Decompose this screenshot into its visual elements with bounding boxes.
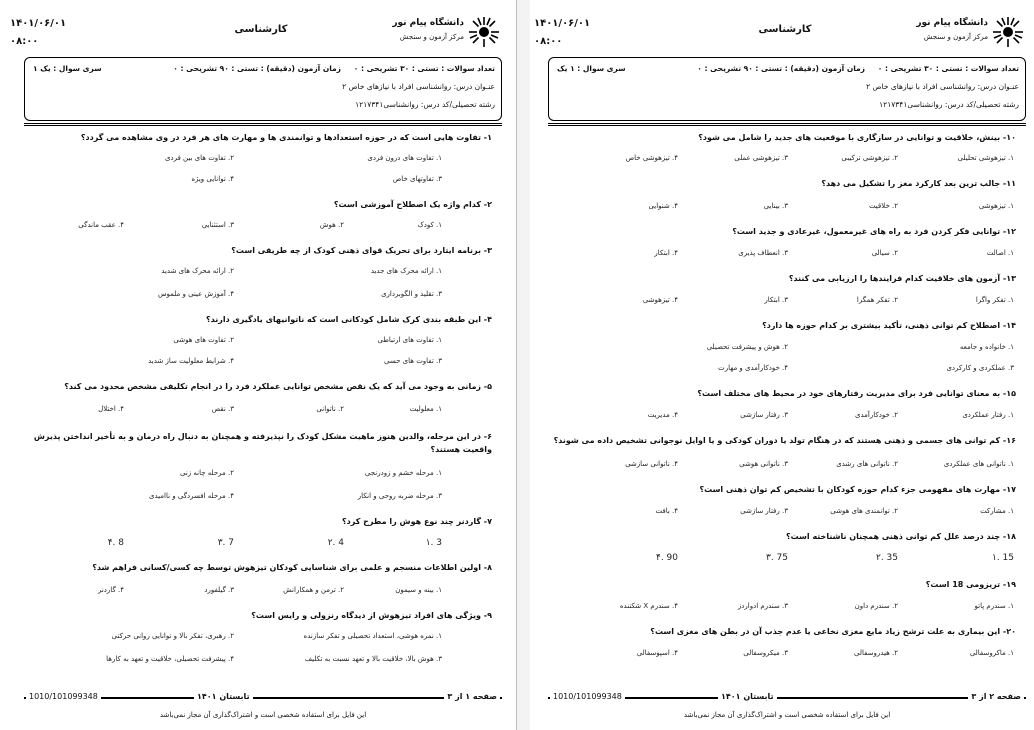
question-20-option-4[interactable]: ۴. اسپوسفالی: [636, 649, 678, 657]
question-5-option-3[interactable]: ۳. نقص: [211, 405, 234, 413]
question-17: ۱۷- مهارت های مفهومی جزء کدام حوزه کودکان با تشخیص کم توان ذهنی است؟: [699, 485, 1016, 494]
question-13-option-2[interactable]: ۲. تفکر همگرا: [856, 296, 898, 304]
page-number: صفحه ۱ از ۳: [444, 692, 500, 701]
question-19-option-2[interactable]: ۲. سندرم داون: [854, 602, 898, 610]
question-19-option-1[interactable]: ۱. سندرم پاتو: [974, 602, 1014, 610]
question-3-option-1[interactable]: ۱. ارائه محرک های جدید: [370, 267, 442, 275]
question-2: ۲- کدام واژه یک اصطلاح آموزشی است؟: [333, 200, 492, 209]
question-5-option-2[interactable]: ۲. ناتوانی: [316, 405, 344, 413]
question-20-option-1[interactable]: ۱. ماکروسفالی: [969, 649, 1014, 657]
question-5-option-1[interactable]: ۱. معلولیت: [409, 405, 442, 413]
question-20: ۲۰- این بیماری به علت ترشح زیاد مایع مغزی نخاعی یا عدم جذب آن در بطن های مغزی است؟: [650, 627, 1016, 636]
exam-duration: زمان آزمون (دقیقه) : تستی : ۹۰ تشریحی : ۰: [697, 64, 865, 73]
question-6-option-2[interactable]: ۲. مرحله چانه زنی: [180, 469, 234, 477]
exam-date: ۱۴۰۱/۰۶/۰۱: [534, 18, 591, 29]
question-1: ۱- تفاوت هایی است که در حوزه استعدادها و توانمندی ها و مهارت های هر فرد در وی مشاهده می گردد؟: [80, 133, 492, 142]
question-15: ۱۵- به معنای توانایی فرد برای مدیریت رفتارهای خود در محیط های مختلف است؟: [697, 389, 1016, 398]
question-5-option-4[interactable]: ۴. اختلال: [98, 405, 124, 413]
question-3-option-2[interactable]: ۲. ارائه محرک های شدید: [161, 267, 234, 275]
question-7-option-1[interactable]: 3 .۱: [425, 538, 442, 548]
question-11-option-4[interactable]: ۴. شنوایی: [648, 202, 678, 210]
question-11-option-1[interactable]: ۱. تیزهوشی: [978, 202, 1014, 210]
page-footer: [548, 692, 1026, 704]
question-14-option-1[interactable]: ۱. خانواده و جامعه: [959, 343, 1014, 351]
question-13: ۱۳- آزمون های خلاقیت کدام فرایندها را ارزیابی می کنند؟: [788, 274, 1016, 283]
question-9: ۹- ویژگی های افراد تیزهوش از دیدگاه رنزولی و رایس است؟: [251, 611, 492, 620]
question-20-option-2[interactable]: ۲. هیدروسفالی: [854, 649, 898, 657]
field-and-course-code: رشته تحصیلی/کد درس: روانشناسی۱۲۱۷۳۴۱: [879, 100, 1019, 109]
question-17-option-3[interactable]: ۳. رفتار سازشی: [740, 507, 788, 515]
question-8-option-3[interactable]: ۳. گیلفورد: [204, 586, 234, 594]
question-10: ۱۰- بینش، خلاقیت و توانایی در سازگاری با موقعیت های جدید را شامل می شود؟: [698, 133, 1016, 142]
question-15-option-4[interactable]: ۴. مدیریت: [647, 411, 678, 419]
question-7-option-4[interactable]: 8 .۴: [107, 538, 124, 548]
exam-time: ۰۸:۰۰: [10, 36, 39, 47]
question-19-option-3[interactable]: ۳. سندرم ادواردز: [737, 602, 788, 610]
testing-center-name: مرکز آزمون و سنجش: [399, 33, 464, 41]
university-logo: [352, 16, 500, 50]
question-6-option-3[interactable]: ۳. مرحله ضربه روحی و انکار: [357, 492, 442, 500]
page-header: [530, 14, 1028, 54]
question-3-option-3[interactable]: ۳. تقلید و الگوبرداری: [381, 290, 442, 298]
question-2-option-1[interactable]: ۱. کودک: [417, 221, 442, 229]
question-17-option-2[interactable]: ۲. توانمندی های هوشی: [830, 507, 898, 515]
copyright-notice: این فایل برای استفاده شخصی است و اشتراک‌گذاری آن مجاز نمی‌باشد: [683, 711, 891, 719]
question-7: ۷- گاردنر چند نوع هوش را مطرح کرد؟: [341, 517, 492, 526]
question-18-option-3[interactable]: 75 .۳: [765, 553, 788, 563]
question-6-option-4[interactable]: ۴. مرحله افسردگی و ناامیدی: [148, 492, 234, 500]
question-count: تعداد سوالات : تستی : ۳۰ تشریحی : ۰: [353, 64, 495, 73]
question-1-option-3[interactable]: ۳. تفاوتهای خاص: [392, 175, 442, 183]
question-12-option-4[interactable]: ۴. ابتکار: [654, 249, 678, 257]
question-3: ۳- برنامه ایتارد برای تحریک قوای ذهنی کودک از چه طریقی است؟: [231, 246, 492, 255]
question-16-option-1[interactable]: ۱. ناتوانی های عملکردی: [943, 460, 1014, 468]
exam-info-box: [24, 57, 502, 121]
exam-season: تابستان ۱۴۰۱: [194, 692, 253, 701]
university-name: دانشگاه پیام نور: [392, 18, 464, 28]
question-12-option-2[interactable]: ۲. سیالی: [871, 249, 898, 257]
question-1-option-1[interactable]: ۱. تفاوت های درون فردی: [367, 154, 442, 162]
page-header: [6, 14, 504, 54]
question-series: سری سوال : ۱ یک: [557, 64, 626, 73]
question-4-option-2[interactable]: ۲. تفاوت های هوشی: [173, 336, 234, 344]
question-5: ۵- زمانی به وجود می آید که یک نقص مشخص توانایی عملکرد فرد را در انجام تکلیفی مشخص محدود می کند؟: [64, 382, 492, 391]
question-6-option-1[interactable]: ۱. مرحله خشم و زودرنجی: [364, 469, 442, 477]
question-8-option-1[interactable]: ۱. بینه و سیمون: [395, 586, 442, 594]
question-10-option-1[interactable]: ۱. تیزهوشی تحلیلی: [957, 154, 1014, 162]
question-20-option-3[interactable]: ۳. میکروسفالی: [743, 649, 788, 657]
copyright-notice: این فایل برای استفاده شخصی است و اشتراک‌گذاری آن مجاز نمی‌باشد: [159, 711, 367, 719]
header-divider: [24, 123, 502, 126]
question-4: ۴- این طبقه بندی کرک شامل کودکانی است که ناتوانیهای یادگیری دارند؟: [205, 315, 492, 324]
question-18-option-2[interactable]: 35 .۲: [875, 553, 898, 563]
question-18: ۱۸- چند درصد علل کم توانی ذهنی همچنان ناشناخته است؟: [785, 532, 1016, 541]
exam-page-2: [530, 0, 1028, 730]
question-4-option-3[interactable]: ۳. تفاوت های حسی: [384, 357, 442, 365]
exam-info-box: [548, 57, 1026, 121]
question-19-option-4[interactable]: ۴. سندرم X شکننده: [619, 602, 678, 610]
question-2-option-2[interactable]: ۲. هوش: [319, 221, 344, 229]
question-16: ۱۶- کم توانی های جسمی و ذهنی هستند که در هنگام تولد یا دوران کودکی و یا اوایل نوجوانی تشخیص داده می شوند؟: [553, 436, 1016, 445]
question-10-option-2[interactable]: ۲. تیزهوشی ترکیبی: [841, 154, 898, 162]
question-12: ۱۲- توانایی فکر کردن فرد به راه های غیرمعمول، غیرعادی و جدید است؟: [732, 227, 1016, 236]
exam-time: ۰۸:۰۰: [534, 36, 563, 47]
exam-season: تابستان ۱۴۰۱: [718, 692, 777, 701]
course-title: عنـوان درس: روانشناسی افراد با نیازهای خاص ۲: [866, 82, 1019, 91]
question-15-option-2[interactable]: ۲. خودکارآمدی: [855, 411, 898, 419]
question-1-option-4[interactable]: ۴. توانایی ویژه: [191, 175, 234, 183]
question-8-option-2[interactable]: ۲. ترمن و همکارانش: [283, 586, 344, 594]
question-4-option-1[interactable]: ۱. تفاوت های ارتباطی: [377, 336, 442, 344]
course-title: عنـوان درس: روانشناسی افراد با نیازهای خاص ۲: [342, 82, 495, 91]
question-2-option-4[interactable]: ۴. عقب ماندگی: [78, 221, 124, 229]
exam-code: 1010/101099348: [26, 692, 101, 701]
question-13-option-4[interactable]: ۴. تیزهوشی: [642, 296, 678, 304]
question-18-option-1[interactable]: 15 .۱: [991, 553, 1014, 563]
question-17-option-1[interactable]: ۱. مشارکت: [980, 507, 1014, 515]
degree-level: کارشناسی: [758, 24, 812, 35]
header-divider: [548, 123, 1026, 126]
university-logo: [876, 16, 1024, 50]
page-footer: [24, 692, 502, 704]
question-16-option-4[interactable]: ۴. ناتوانی سازشی: [625, 460, 678, 468]
question-15-option-1[interactable]: ۱. رفتار عملکردی: [962, 411, 1014, 419]
question-14-option-2[interactable]: ۲. هوش و پیشرفت تحصیلی: [706, 343, 788, 351]
question-11-option-3[interactable]: ۳. بینایی: [763, 202, 788, 210]
question-16-option-3[interactable]: ۳. ناتوانی هوشی: [739, 460, 788, 468]
question-6: ۶- در این مرحله، والدین هنوز ماهیت مشکل کودک را نپذیرفته و همچنان به دنبال راه درمان و به تأخیر انداختن پذیرش واقعیت هستند؟: [33, 432, 492, 454]
question-19: ۱۹- تریزومی 18 است؟: [925, 580, 1016, 589]
question-8: ۸- اولین اطلاعات منسجم و علمی برای شناسایی کودکان تیزهوش توسط چه کسی/کسانی فراهم شد؟: [92, 563, 492, 572]
question-10-option-4[interactable]: ۴. تیزهوشی خاص: [625, 154, 678, 162]
question-series: سری سوال : یک ۱: [33, 64, 102, 73]
university-name: دانشگاه پیام نور: [916, 18, 988, 28]
question-7-option-3[interactable]: 7 .۳: [217, 538, 234, 548]
question-9-option-3[interactable]: ۳. هوش بالا، خلاقیت بالا و تعهد نسبت به تکلیف: [304, 655, 442, 663]
exam-date: ۱۴۰۱/۰۶/۰۱: [10, 18, 67, 29]
question-14-option-4[interactable]: ۴. خودکارآمدی و مهارت: [718, 364, 788, 372]
exam-duration: زمان آزمون (دقیقه) : تستی : ۹۰ تشریحی : ۰: [173, 64, 341, 73]
question-2-option-3[interactable]: ۳. استثنایی: [201, 221, 234, 229]
question-7-option-2[interactable]: 4 .۲: [327, 538, 344, 548]
question-4-option-4[interactable]: ۴. شرایط معلولیت ساز شدید: [148, 357, 234, 365]
question-11-option-2[interactable]: ۲. خلاقیت: [868, 202, 898, 210]
testing-center-name: مرکز آزمون و سنجش: [923, 33, 988, 41]
question-10-option-3[interactable]: ۳. تیزهوشی عملی: [734, 154, 788, 162]
question-11: ۱۱- جالب ترین بعد کارکرد مغز را تشکیل می دهد؟: [821, 179, 1016, 188]
question-13-option-3[interactable]: ۳. ابتکار: [764, 296, 788, 304]
question-18-option-4[interactable]: 90 .۴: [655, 553, 678, 563]
question-15-option-3[interactable]: ۳. رفتار سازشی: [740, 411, 788, 419]
question-9-option-2[interactable]: ۲. رهبری، تفکر بالا و توانایی روانی حرکتی: [111, 632, 234, 640]
question-8-option-4[interactable]: ۴. گاردنر: [98, 586, 124, 594]
question-1-option-2[interactable]: ۲. تفاوت های بین فردی: [165, 154, 234, 162]
question-14-option-3[interactable]: ۳. عملکردی و کارکردی: [946, 364, 1014, 372]
question-12-option-3[interactable]: ۳. انعطاف پذیری: [738, 249, 788, 257]
degree-level: کارشناسی: [234, 24, 288, 35]
question-count: تعداد سوالات : تستی : ۳۰ تشریحی : ۰: [877, 64, 1019, 73]
sunburst-logo-icon: [468, 16, 500, 48]
field-and-course-code: رشته تحصیلی/کد درس: روانشناسی۱۲۱۷۳۴۱: [355, 100, 495, 109]
question-17-option-4[interactable]: ۴. بافت: [655, 507, 678, 515]
sunburst-logo-icon: [992, 16, 1024, 48]
question-16-option-2[interactable]: ۲. ناتوانی های رشدی: [836, 460, 898, 468]
page-number: صفحه ۲ از ۳: [968, 692, 1024, 701]
question-14: ۱۴- اصطلاح کم توانی ذهنی، تأکید بیشتری بر کدام حوزه ها دارد؟: [762, 321, 1016, 330]
question-9-option-1[interactable]: ۱. نمره هوشی، استعداد تحصیلی و تفکر سازنده: [303, 632, 442, 640]
question-9-option-4[interactable]: ۴. پیشرفت تحصیلی، خلاقیت و تعهد به کارها: [106, 655, 234, 663]
exam-code: 1010/101099348: [550, 692, 625, 701]
exam-page-1: [6, 0, 504, 730]
question-3-option-4[interactable]: ۴. آموزش عینی و ملموس: [157, 290, 234, 298]
question-12-option-1[interactable]: ۱. اصالت: [986, 249, 1014, 257]
question-13-option-1[interactable]: ۱. تفکر واگرا: [975, 296, 1014, 304]
